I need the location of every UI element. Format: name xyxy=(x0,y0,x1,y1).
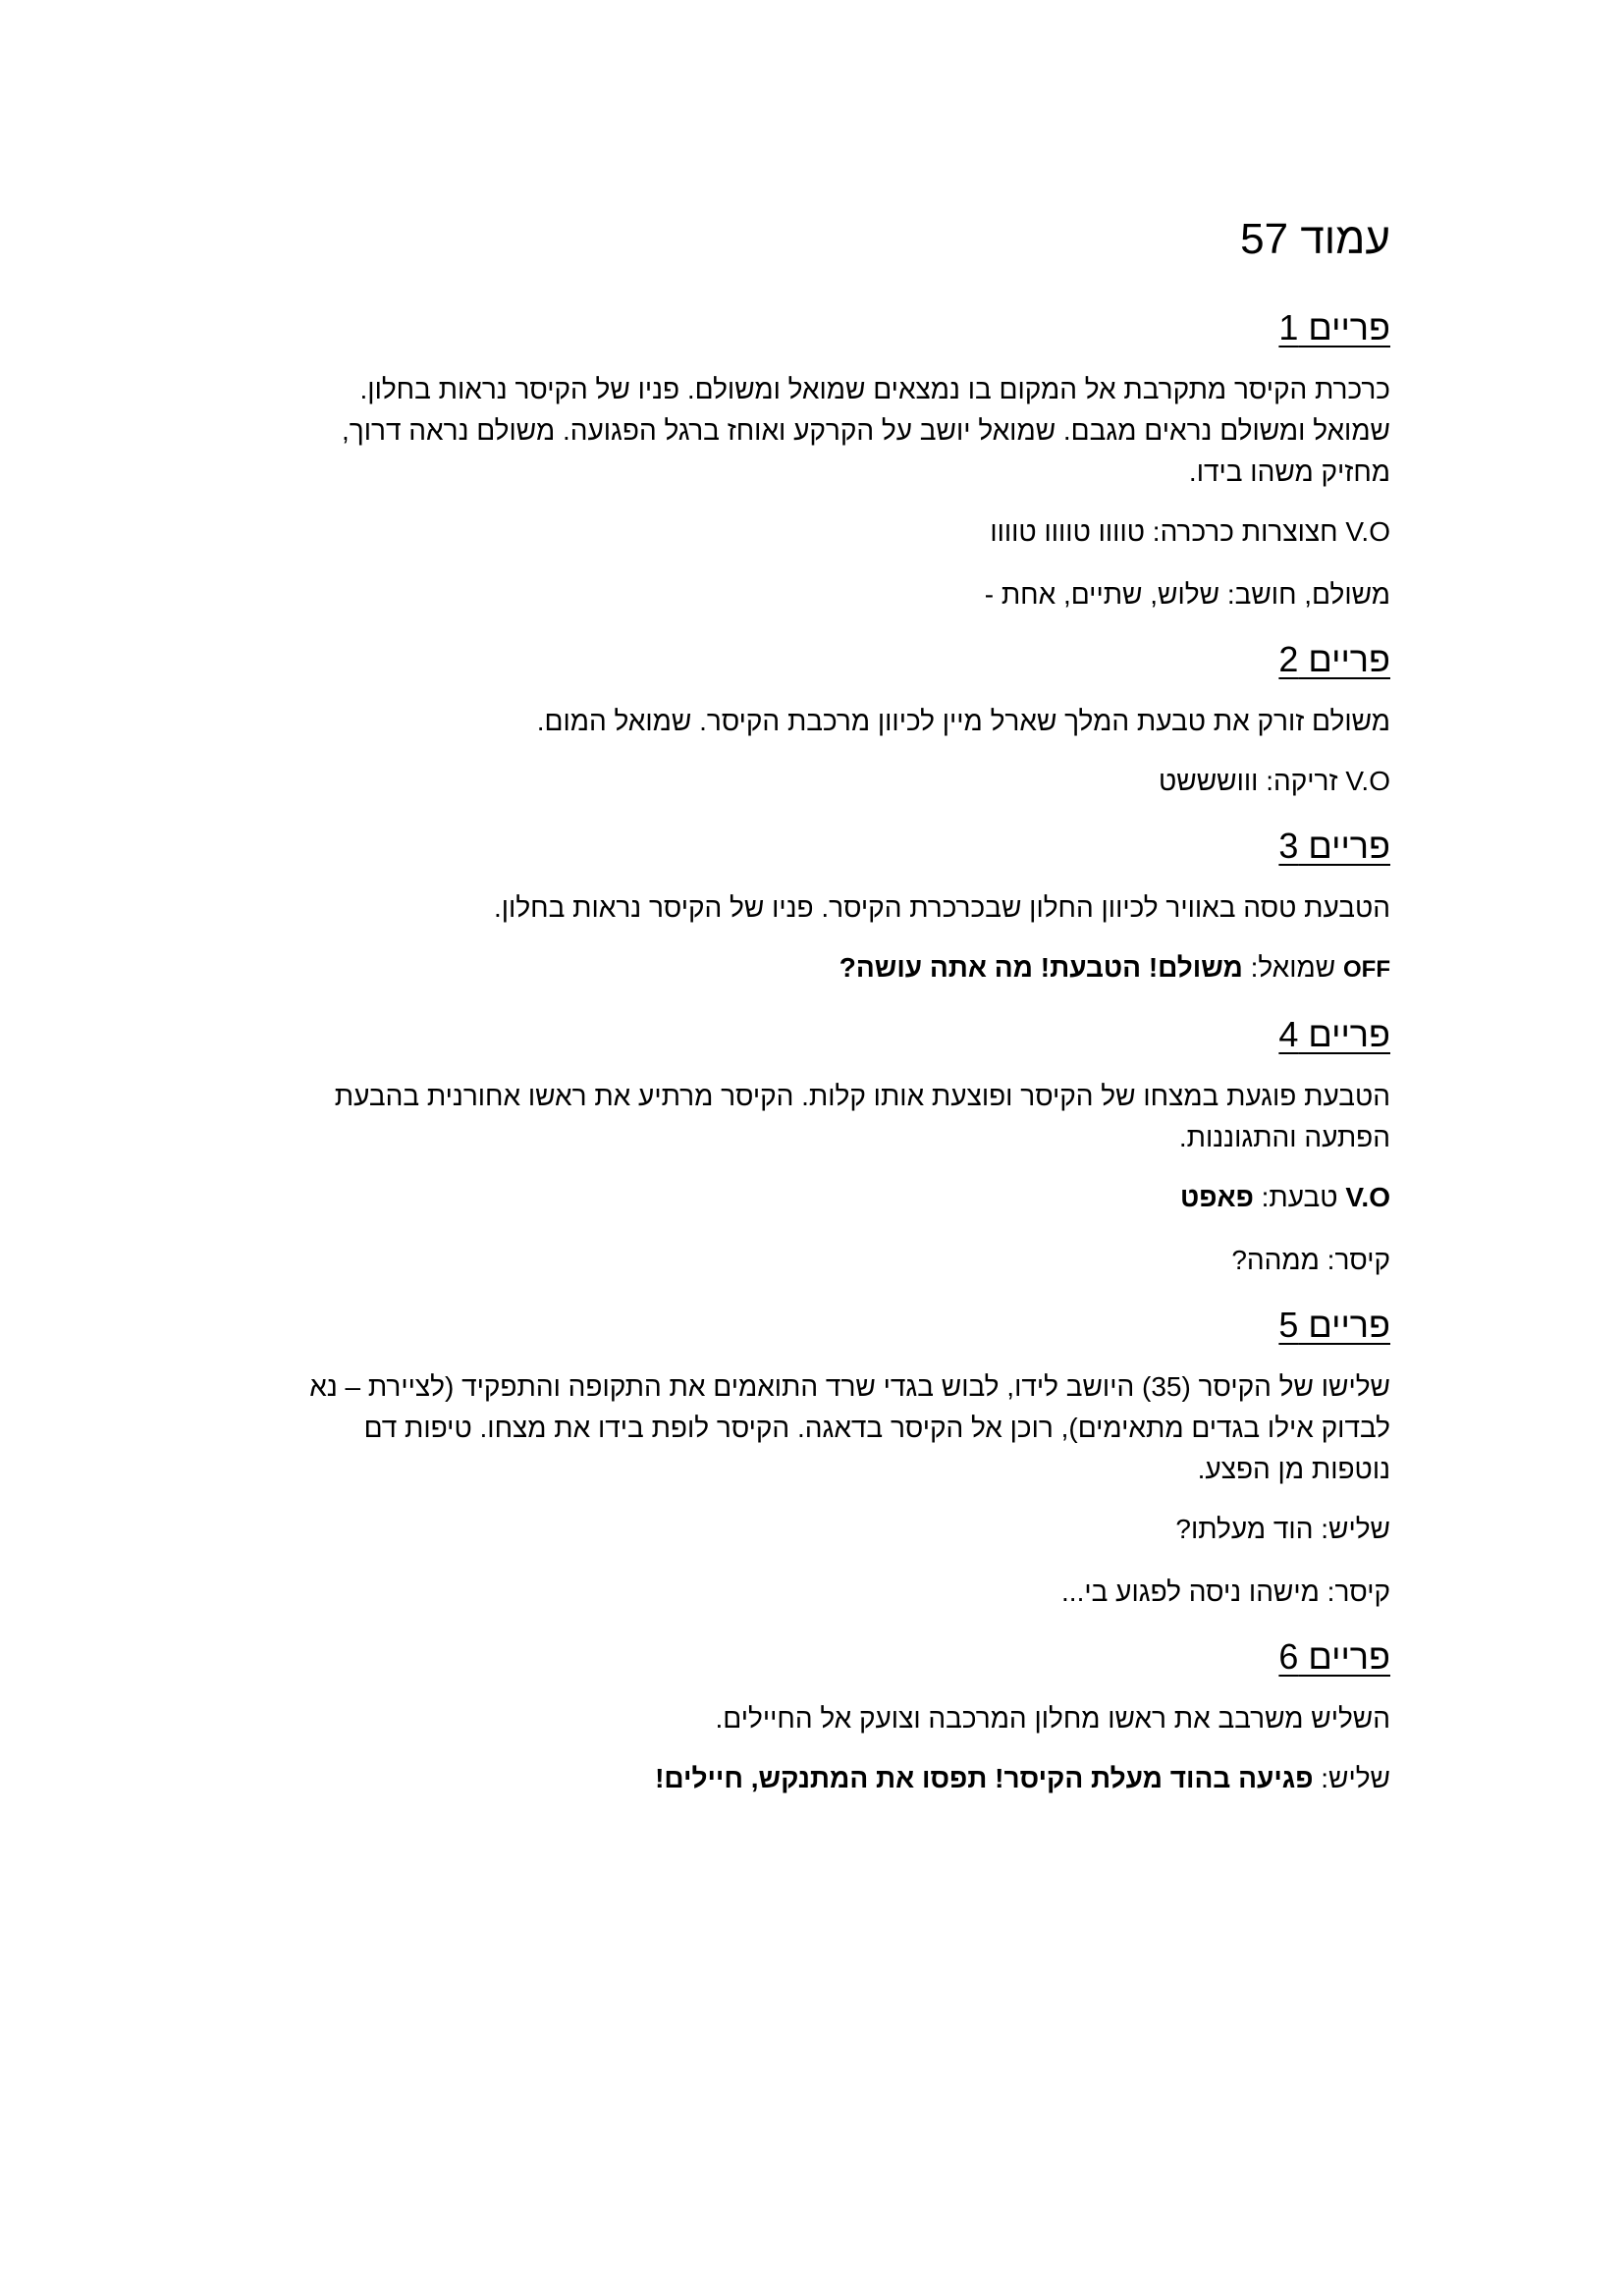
frame-heading: פריים 6 xyxy=(1278,1636,1390,1677)
dialogue-line xyxy=(281,948,1390,989)
line-text: פאפט xyxy=(1180,1182,1254,1212)
off-screen-tag: OFF xyxy=(1343,956,1390,983)
line-text: ממהה? xyxy=(1231,1245,1320,1275)
frame-3 xyxy=(281,825,1390,989)
script-page xyxy=(281,212,1390,1822)
frame-description: השליש משרבב את ראשו מחלון המרכבה וצועק אל החיילים. xyxy=(715,1703,1390,1734)
frame-heading: פריים 5 xyxy=(1278,1305,1390,1345)
line-text: משולם! הטבעת! מה אתה עושה? xyxy=(839,952,1243,983)
frame-4 xyxy=(281,1013,1390,1280)
voice-over-tag: V.O xyxy=(1345,516,1390,547)
line-text: ווושששט xyxy=(1159,766,1259,796)
speaker: קיסר: xyxy=(1326,1576,1390,1607)
line-text: פגיעה בהוד מעלת הקיסר! תפסו את המתנקש, חיילים! xyxy=(655,1763,1314,1793)
speaker: זריקה: xyxy=(1266,766,1338,796)
dialogue-line xyxy=(281,1573,1390,1612)
line-text: מישהו ניסה לפגוע בי... xyxy=(1061,1576,1320,1607)
speaker: טבעת: xyxy=(1261,1182,1338,1212)
dialogue-line xyxy=(281,1241,1390,1280)
speaker: קיסר: xyxy=(1326,1245,1390,1275)
frame-description: הטבעת פוגעת במצחו של הקיסר ופוצעת אותו קלות. הקיסר מרתיע את ראשו אחורנית בהבעת הפתעה והתגוננות. xyxy=(334,1081,1390,1152)
line-text: שלוש, שתיים, אחת - xyxy=(984,579,1220,610)
dialogue-line xyxy=(281,1510,1390,1549)
page-title: עמוד 57 xyxy=(1240,215,1390,263)
frame-6 xyxy=(281,1635,1390,1798)
dialogue-line xyxy=(281,1759,1390,1798)
voice-over-tag: V.O xyxy=(1345,766,1390,796)
frame-heading: פריים 2 xyxy=(1278,639,1390,679)
line-text: טוווו טוווו טוווו xyxy=(990,516,1146,547)
speaker: שליש: xyxy=(1321,1763,1390,1793)
frame-heading: פריים 4 xyxy=(1278,1014,1390,1054)
frame-description: כרכרת הקיסר מתקרבת אל המקום בו נמצאים שמואל ומשולם. פניו של הקיסר נראות בחלון. שמואל ומשולם נראים מגבם. שמואל יושב על הקרקע ואוחז ברגל הפגועה. משולם נראה דרוך, מחזיק משהו בידו. xyxy=(342,374,1390,487)
frame-description: שלישו של הקיסר (35) היושב לידו, לבוש בגדי שרד התואמים את התקופה והתפקיד (לציירת – נא לבדוק אילו בגדים מתאימים), רוכן אל הקיסר בדאגה. הקיסר לופת בידו את מצחו. טיפות דם נוטפות מן הפצע. xyxy=(309,1371,1390,1484)
frame-2 xyxy=(281,638,1390,801)
speaker: משולם, חושב: xyxy=(1226,579,1390,610)
frame-heading: פריים 3 xyxy=(1278,826,1390,866)
frame-description: משולם זורק את טבעת המלך שארל מיין לכיוון מרכבת הקיסר. שמואל המום. xyxy=(536,706,1390,736)
line-text: הוד מעלתו? xyxy=(1175,1514,1314,1544)
frame-5 xyxy=(281,1304,1390,1612)
voice-over-tag: V.O xyxy=(1345,1182,1390,1212)
dialogue-line xyxy=(281,512,1390,552)
speaker: שמואל: xyxy=(1250,952,1336,983)
frame-description: הטבעת טסה באוויר לכיוון החלון שבכרכרת הקיסר. פניו של הקיסר נראות בחלון. xyxy=(494,892,1390,923)
frame-1 xyxy=(281,306,1390,614)
speaker: חצוצרות כרכרה: xyxy=(1152,516,1338,547)
dialogue-line xyxy=(281,1178,1390,1217)
speaker: שליש: xyxy=(1321,1514,1390,1544)
dialogue-line xyxy=(281,762,1390,801)
frame-heading: פריים 1 xyxy=(1278,307,1390,347)
dialogue-line xyxy=(281,575,1390,614)
